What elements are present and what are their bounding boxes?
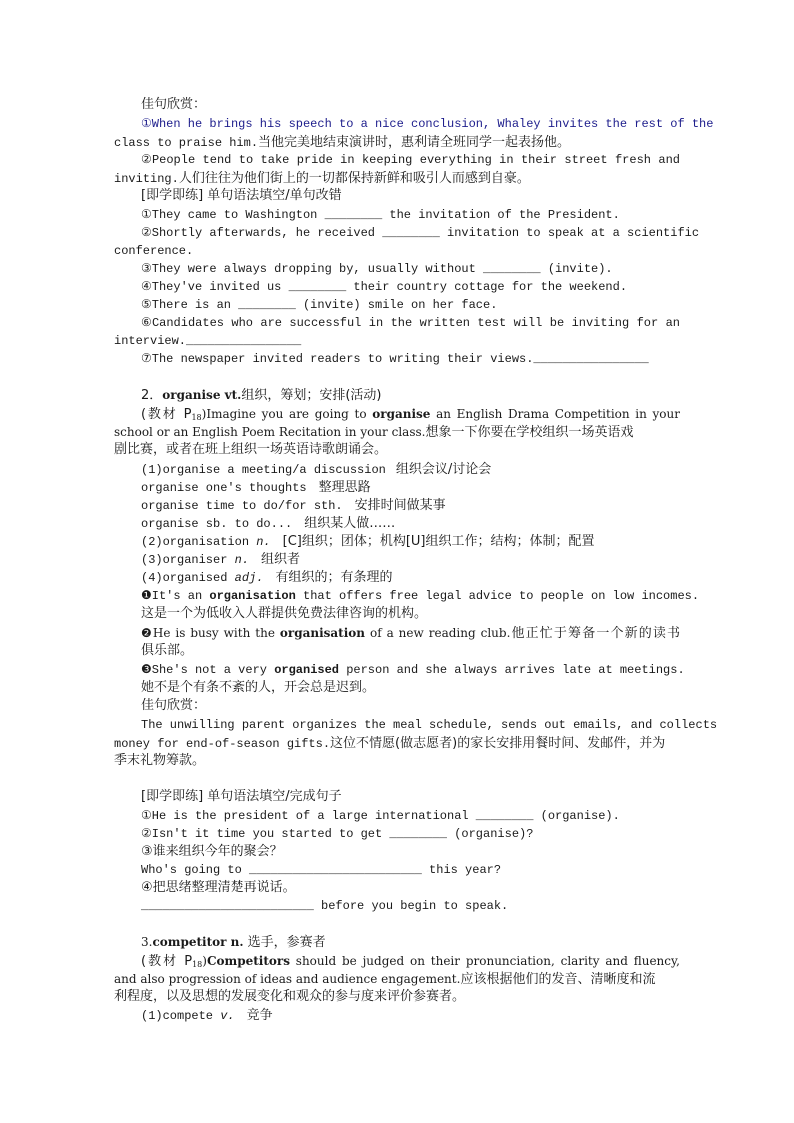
example-organisation-1-zh: 这是一个为低收入人群提供免费法律咨询的机构。 <box>141 606 428 621</box>
example-sentence-2-cont: inviting.人们往往为他们街上的一切都保持新鲜和吸引人而感到自豪。 <box>114 171 530 186</box>
derivation-4: organise sb. to do... 组织某人做…… <box>141 516 396 531</box>
textbook-quote-cont: school or an English Poem Recitation in your class.想象一下你要在学校组织一场英语戏 <box>114 425 634 440</box>
practice2-question-3-en: Who's going to ________________________ this year? <box>141 863 502 877</box>
section-3-heading: 3.competitor n. 选手，参赛者 <box>141 935 326 950</box>
example-organisation-2-cont: 俱乐部。 <box>141 643 194 658</box>
appreciation-heading: 佳句欣赏： <box>141 97 207 112</box>
derivation-compete: (1)compete v. 竞争 <box>141 1008 273 1023</box>
derivation-1: (1)organise a meeting/a discussion 组织会议/讨论会 <box>141 462 492 477</box>
textbook-quote-3-translation: 利程度，以及思想的发展变化和观众的参与度来评价参赛者。 <box>114 989 466 1004</box>
practice-question-4: ④They've invited us ________ their country cottage for the weekend. <box>141 280 628 294</box>
example-organisation-2: ❷He is busy with the organisation of a new reading club.他正忙于筹备一个新的读书 <box>141 626 680 641</box>
appreciation-sentence-end: 季末礼物筹款。 <box>114 753 206 768</box>
example-organised-3: ❸She's not a very organised person and she always arrives late at meetings. <box>141 663 685 677</box>
practice2-question-2: ②Isn't it time you started to get ________ (organise)? <box>141 827 534 841</box>
appreciation-sentence: The unwilling parent organizes the meal schedule, sends out emails, and collects <box>141 718 718 732</box>
example-sentence-2: ②People tend to take pride in keeping everything in their street fresh and <box>141 153 680 167</box>
practice-question-5: ⑤There is an ________ (invite) smile on her face. <box>141 298 498 312</box>
textbook-quote-3: (教材 $P_{18})Competitors$ should be judged on their pronunciation, clarity and fluency, <box>141 954 680 969</box>
textbook-quote: (教材 $P_{18})Imagine$ you are going to organise an English Drama Competition in your <box>141 407 680 422</box>
practice-question-6: ⑥Candidates who are successful in the written test will be inviting for an <box>141 316 680 330</box>
practice-question-7: ⑦The newspaper invited readers to writing their views.________________ <box>141 352 649 366</box>
textbook-quote-translation: 剧比赛，或者在班上组织一场英语诗歌朗诵会。 <box>114 442 388 457</box>
practice-question-1: ①They came to Washington ________ the invitation of the President. <box>141 208 620 222</box>
practice2-question-3-zh: ③谁来组织今年的聚会？ <box>141 844 283 859</box>
derivation-3: organise time to do/for sth. 安排时间做某事 <box>141 498 446 513</box>
practice-question-6-cont: interview.________________ <box>114 334 302 348</box>
example-organised-3-zh: 她不是个有条不紊的人，开会总是迟到。 <box>141 680 376 695</box>
textbook-quote-3-cont: and also progression of ideas and audience engagement.应该根据他们的发音、清晰度和流 <box>114 972 656 987</box>
practice2-question-4-en: ________________________ before you begin to speak. <box>141 899 509 913</box>
practice-question-2: ②Shortly afterwards, he received ________ invitation to speak at a scientific <box>141 226 700 240</box>
practice-question-2-cont: conference. <box>114 244 194 258</box>
section-2-heading: 2．organise vt.组织，筹划；安排(活动) <box>141 388 382 403</box>
derivation-5: (2)organisation n. [C]组织；团体；机构[U]组织工作；结构；体制；配置 <box>141 534 595 549</box>
example-sentence-1: ①When he brings his speech to a nice conclusion, Whaley invites the rest of the <box>141 117 714 131</box>
practice-title-1: [即学即练] 单句语法填空/单句改错 <box>141 188 342 203</box>
appreciation-heading-2: 佳句欣赏： <box>141 698 207 713</box>
derivation-6: (3)organiser n. 组织者 <box>141 552 301 567</box>
practice-title-2: [即学即练] 单句语法填空/完成句子 <box>141 789 342 804</box>
example-organisation-1: ❶It's an organisation that offers free legal advice to people on low incomes. <box>141 589 700 603</box>
practice-question-3: ③They were always dropping by, usually without ________ (invite). <box>141 262 613 276</box>
derivation-2: organise one's thoughts 整理思路 <box>141 480 371 495</box>
practice2-question-1: ①He is the president of a large international ________ (organise). <box>141 809 620 823</box>
appreciation-sentence-cont: money for end-of-season gifts.这位不情愿(做志愿者)的家长安排用餐时间、发邮件，并为 <box>114 736 666 751</box>
derivation-7: (4)organised adj. 有组织的；有条理的 <box>141 570 393 585</box>
practice2-question-4-zh: ④把思绪整理清楚再说话。 <box>141 880 296 895</box>
example-sentence-1-cont: class to praise him.当他完美地结束演讲时，惠利请全班同学一起表扬他。 <box>114 135 571 150</box>
